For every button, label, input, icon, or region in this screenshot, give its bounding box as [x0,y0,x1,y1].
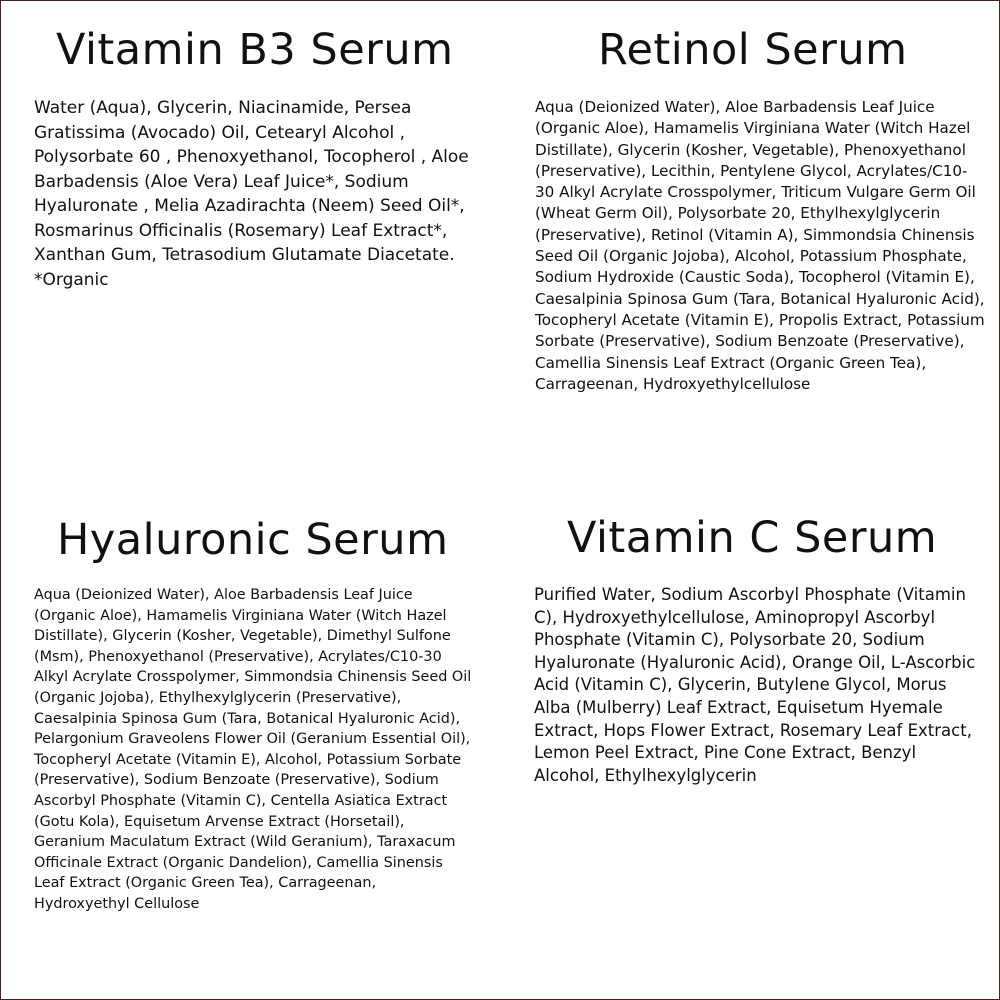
vitamin-c-serum-panel [534,513,979,787]
vitamin-b3-serum-ingredients: Water (Aqua), Glycerin, Niacinamide, Persea Gratissima (Avocado) Oil, Cetearyl Alcohol , Polysorbate 60 , Phenoxyethanol, Tocopherol , Aloe Barbadensis (Aloe Vera) Leaf Juice*, Sodium Hyaluronate , Melia Azadirachta (Neem) Seed Oil*, Rosmarinus Officinalis (Rosemary) Leaf Extract*, Xanthan Gum, Tetrasodium Glutamate Diacetate. *Organic [34,98,469,290]
hyaluronic-serum-title: Hyaluronic Serum [57,515,449,565]
vitamin-c-serum-ingredients: Purified Water, Sodium Ascorbyl Phosphate (Vitamin C), Hydroxyethylcellulose, Aminopropyl Ascorbyl Phosphate (Vitamin C), Polysorbate 20, Sodium Hyaluronate (Hyaluronic Acid), Orange Oil, L-Ascorbic Acid (Vitamin C), Glycerin, Butylene Glycol, Morus Alba (Mulberry) Leaf Extract, Equisetum Hyemale Extract, Hops Flower Extract, Rosemary Leaf Extract, Lemon Peel Extract, Pine Cone Extract, Benzyl Alcohol, Ethylhexylglycerin [534,585,976,785]
hyaluronic-serum-panel [34,515,474,915]
vitamin-c-serum-title: Vitamin C Serum [567,513,938,563]
vitamin-b3-serum-panel [34,25,474,292]
retinol-serum-title: Retinol Serum [598,25,908,75]
hyaluronic-serum-ingredients: Aqua (Deionized Water), Aloe Barbadensis Leaf Juice (Organic Aloe), Hamamelis Virginiana Water (Witch Hazel Distillate), Glycerin (Kosher, Vegetable), Dimethyl Sulfone (Msm), Phenoxyethanol (Preservative), Acrylates/C10-30 Alkyl Acrylate Crosspolymer, Simmondsia Chinensis Seed Oil (Organic Jojoba), Ethylhexylglycerin (Preservative), Caesalpinia Spinosa Gum (Tara, Botanical Hyaluronic Acid), Pelargonium Graveolens Flower Oil (Geranium Essential Oil), Tocopheryl Acetate (Vitamin E), Alcohol, Potassium Sorbate (Preservative), Sodium Benzoate (Preservative), Sodium Ascorbyl Phosphate (Vitamin C), Centella Asiatica Extract (Gotu Kola), Equisetum Arvense Extract (Horsetail), Geranium Maculatum Extract (Wild Geranium), Taraxacum Officinale Extract (Organic Dandelion), Camellia Sinensis Leaf Extract (Organic Green Tea), Carrageenan, Hydroxyethyl Cellulose [34,587,472,912]
retinol-serum-panel [535,25,985,395]
retinol-serum-ingredients: Aqua (Deionized Water), Aloe Barbadensis Leaf Juice (Organic Aloe), Hamamelis Virginiana Water (Witch Hazel Distillate), Glycerin (Kosher, Vegetable), Phenoxyethanol (Preservative), Lecithin, Pentylene Glycol, Acrylates/C10-30 Alkyl Acrylate Crosspolymer, Triticum Vulgare Germ Oil (Wheat Germ Oil), Polysorbate 20, Ethylhexylglycerin (Preservative), Retinol (Vitamin A), Simmondsia Chinensis Seed Oil (Organic Jojoba), Alcohol, Potassium Phosphate, Sodium Hydroxide (Caustic Soda), Tocopherol (Vitamin E), Caesalpinia Spinosa Gum (Tara, Botanical Hyaluronic Acid), Tocopheryl Acetate (Vitamin E), Propolis Extract, Potassium Sorbate (Preservative), Sodium Benzoate (Preservative), Camellia Sinensis Leaf Extract (Organic Green Tea), Carrageenan, Hydroxyethylcellulose [535,98,985,393]
vitamin-b3-serum-title: Vitamin B3 Serum [56,25,454,75]
